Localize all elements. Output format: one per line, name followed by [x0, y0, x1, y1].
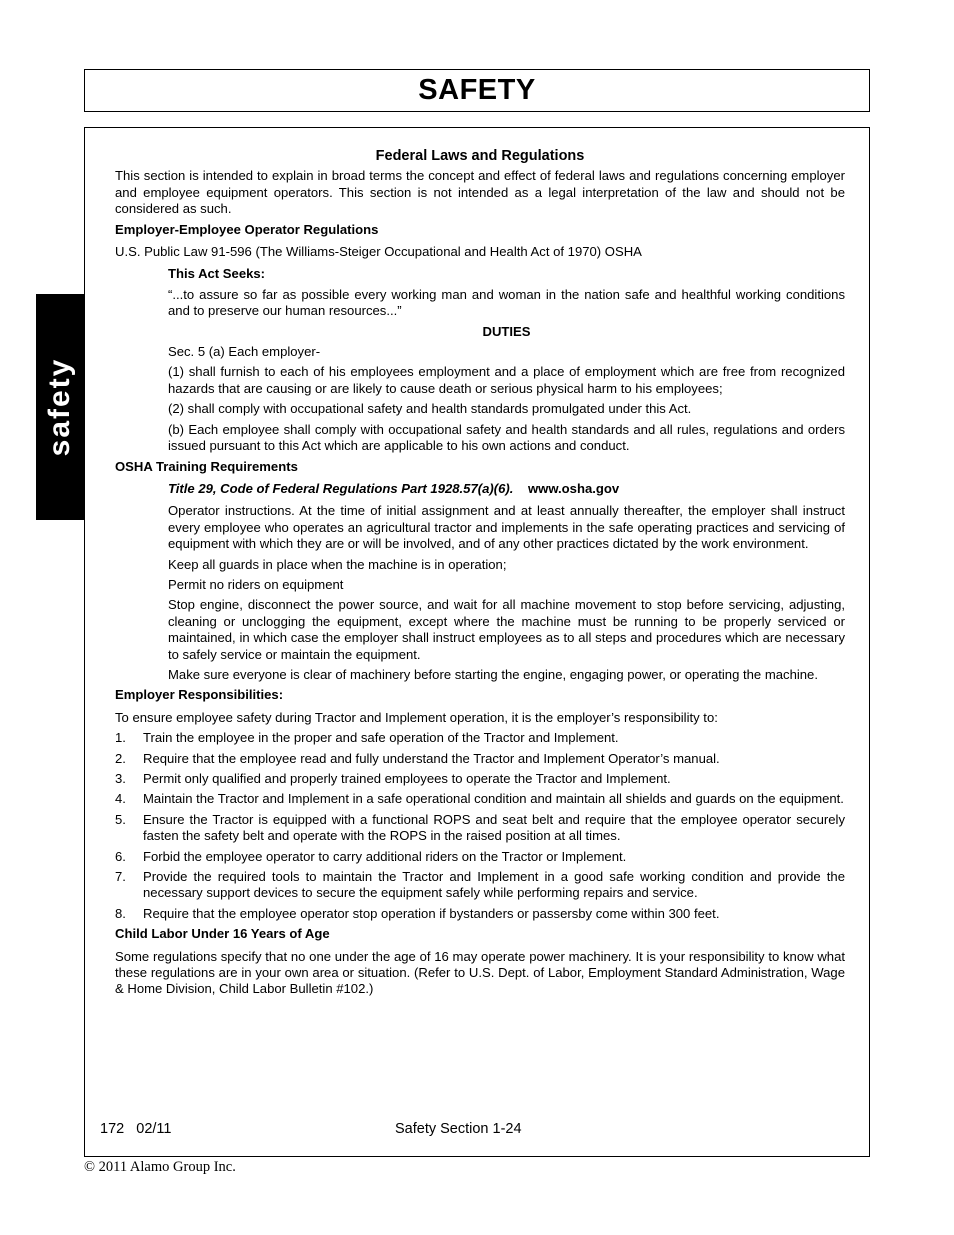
list-item-number: 8.	[115, 905, 126, 921]
public-law-line: U.S. Public Law 91-596 (The Williams-Steiger Occupational and Health Act of 1970) OSHA	[115, 244, 642, 260]
list-item	[115, 906, 845, 922]
child-labor-text: Some regulations specify that no one under the age of 16 may operate power machinery. It is your responsibility to know what these regulations are in your own area or situation. (Refer to U.S. Dept. of Labor, Employment Standard Administration, Wage & Home Division, Child Labor Bulletin #102.)	[115, 948, 845, 997]
list-item-text: Require that the employee operator stop operation if bystanders or passersby come within 300 feet.	[143, 905, 720, 921]
list-item-text: Provide the required tools to maintain the Tractor and Implement in a good safe working condition and provide the necessary support devices to secure the equipment safely while performing repairs and service.	[143, 869, 845, 901]
content-frame	[84, 127, 870, 1157]
list-item	[115, 791, 845, 807]
list-item-text: Ensure the Tractor is equipped with a functional ROPS and seat belt and require that the employee operator securely fasten the safety belt and operate with the ROPS in the raised position at all times.	[143, 811, 845, 844]
osha-para-5: Make sure everyone is clear of machinery before starting the engine, engaging power, or operating the machine.	[168, 666, 818, 682]
header-title: SAFETY	[418, 74, 536, 106]
employer-responsibilities-intro: To ensure employee safety during Tractor and Implement operation, it is the employer’s responsibility to:	[115, 709, 718, 725]
list-item-number: 4.	[115, 791, 126, 807]
duties-heading: DUTIES	[482, 323, 531, 339]
list-item-number: 2.	[115, 750, 126, 766]
list-item-number: 3.	[115, 771, 126, 786]
osha-citation-line	[168, 481, 845, 497]
list-item	[115, 849, 845, 865]
side-tab	[36, 294, 84, 520]
intro-paragraph: This section is intended to explain in broad terms the concept and effect of federal laws and regulations concerning employer and employee equipment operators. This section is not intended as a legal interpretation of the law and should not be considered as such.	[115, 168, 845, 217]
duty-b: (b) Each employee shall comply with occupational safety and health standards and all rules, regulations and orders issued pursuant to this Act which are applicable to his own actions and conduct.	[168, 421, 845, 454]
list-item-number: 7.	[115, 869, 126, 885]
list-item	[115, 812, 845, 845]
osha-url: www.osha.gov	[527, 480, 620, 496]
osha-para-3: Permit no riders on equipment	[168, 576, 344, 592]
list-item	[115, 869, 845, 902]
page-number-date: 172 02/11	[100, 1121, 172, 1137]
copyright-notice: © 2011 Alamo Group Inc.	[84, 1159, 236, 1175]
list-item-number: 6.	[115, 848, 126, 864]
act-seeks-heading: This Act Seeks:	[168, 266, 266, 282]
act-seeks-quote: “...to assure so far as possible every working man and woman in the nation safe and healthful working conditions and to preserve our human resources...”	[168, 286, 845, 319]
osha-para-2: Keep all guards in place when the machine is in operation;	[168, 556, 507, 572]
list-item-number: 1.	[115, 730, 126, 746]
section-title: Federal Laws and Regulations	[375, 148, 585, 164]
list-item-text: Train the employee in the proper and safe operation of the Tractor and Implement.	[143, 730, 619, 746]
osha-para-4: Stop engine, disconnect the power source, and wait for all machine movement to stop before servicing, adjusting, cleaning or unclogging the equipment, except where the machine must be running to be properly serviced or maintained, in which case the employer shall instruct employees as to all steps and procedures which are necessary to safely service or maintain the equipment.	[168, 597, 845, 662]
list-item	[115, 751, 845, 767]
list-item-number: 5.	[115, 811, 126, 827]
child-labor-heading: Child Labor Under 16 Years of Age	[115, 926, 330, 942]
side-tab-label: safety	[43, 357, 76, 457]
list-item	[115, 771, 845, 787]
page-header	[84, 69, 870, 112]
osha-citation: Title 29, Code of Federal Regulations Part 1928.57(a)(6).	[168, 480, 514, 496]
duty-1: (1) shall furnish to each of his employees employment and a place of employment which are free from recognized hazards that are causing or are likely to cause death or serious physical harm to his employees;	[168, 364, 845, 396]
osha-para-1: Operator instructions. At the time of initial assignment and at least annually thereafter, the employer shall instruct every employee who operates an agricultural tractor and implements in the safe operating practices and servicing of equipment with which they are or will be involved, and of any other practices dictated by the work environment.	[168, 503, 845, 552]
osha-training-heading: OSHA Training Requirements	[115, 458, 298, 474]
list-item-text: Permit only qualified and properly trained employees to operate the Tractor and Implement.	[143, 771, 671, 786]
responsibilities-list	[115, 730, 845, 922]
employer-responsibilities-heading: Employer Responsibilities:	[115, 687, 284, 703]
section-reference: Safety Section 1-24	[395, 1121, 522, 1137]
employer-employee-heading: Employer-Employee Operator Regulations	[115, 221, 379, 237]
document-body	[115, 148, 845, 1002]
list-item-text: Require that the employee read and fully understand the Tractor and Implement Operator’s manual.	[143, 750, 720, 766]
duty-2: (2) shall comply with occupational safety and health standards promulgated under this Act.	[168, 401, 692, 417]
list-item	[115, 730, 845, 746]
sec5-line: Sec. 5 (a) Each employer-	[168, 344, 321, 360]
list-item-text: Maintain the Tractor and Implement in a safe operational condition and maintain all shields and guards on the equipment.	[143, 791, 844, 807]
list-item-text: Forbid the employee operator to carry additional riders on the Tractor or Implement.	[143, 848, 627, 864]
